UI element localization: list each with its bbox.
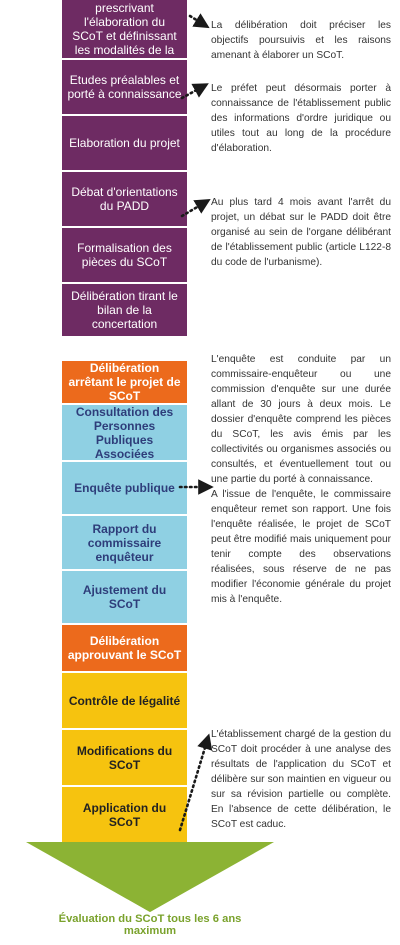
note-debat-padd: Au plus tard 4 mois avant l'arrêt du projet, un débat sur le PADD doit être organisé au sein de l'organe délibérant de l'établissement public (article L122-8 du code de l'urbanisme). <box>211 197 391 268</box>
step-debat-padd: Débat d'orientations du PADD <box>62 172 187 226</box>
step-prescription: prescrivant l'élaboration du SCoT et définissant les modalités de la <box>62 0 187 58</box>
step-arret-projet: Délibération arrêtant le projet de SCoT <box>62 361 187 403</box>
note-deliberation: La délibération doit préciser les objectifs poursuivis et les raisons amenant à élaborer un SCoT. <box>211 20 391 61</box>
step-modifications: Modifications du SCoT <box>62 730 187 785</box>
note-evaluation: L'établissement chargé de la gestion du SCoT doit procéder à une analyse des résultats de l'application du SCoT et délibère sur son maintien en vigueur ou sur sa révision partielle ou complète. En l'absence de cette délibération, le SCoT est caduc. <box>211 729 391 830</box>
step-controle-legalite: Contrôle de légalité <box>62 673 187 728</box>
note-porter-a-connaissance: Le préfet peut désormais porter à connaissance de l'établissement public des informations d'ordre juridique ou utiles tout au long de la procédure d'élaboration. <box>211 83 391 154</box>
step-rapport-commissaire: Rapport du commissaire enquêteur <box>62 516 187 569</box>
step-elaboration-projet: Elaboration du projet <box>62 116 187 170</box>
step-formalisation: Formalisation des pièces du SCoT <box>62 228 187 282</box>
connector-arrow <box>182 87 202 98</box>
connector-arrow <box>182 203 204 216</box>
step-consultation-ppa: Consultation des Personnes Publiques Associées <box>62 405 187 460</box>
step-approbation: Délibération approuvant le SCoT <box>62 625 187 671</box>
note-enquete: L'enquête est conduite par un commissaire-enquêteur ou une commission d'enquête sur une durée allant de 30 jours à deux mois. Le dossier d'enquête comprend les pièces du SCoT, les avis émis par les collectivités ou organismes associés ou consultés, et éventuellement tout ou une partie du porté à connaissance. A l'issue de l'enquête, le commissaire enquêteur remet son rapport. Une fois l'enquête réalisée, le projet de SCoT peut être modifié mais uniquement pour tenir compte des observations réalisées, sous réserve de ne pas modifier l'économie générale du projet mis à l'enquête. <box>211 354 391 605</box>
step-application: Application du SCoT <box>62 787 187 842</box>
step-bilan-concertation: Délibération tirant le bilan de la concertation <box>62 284 187 336</box>
step-ajustement: Ajustement du SCoT <box>62 571 187 623</box>
footer-evaluation: Évaluation du SCoT tous les 6 ans maximum <box>58 913 242 937</box>
step-enquete-publique: Enquête publique <box>62 462 187 514</box>
step-etudes-prealables: Etudes préalables et porté à connaissance <box>62 60 187 114</box>
connector-arrow <box>180 741 207 830</box>
connector-arrow <box>190 16 203 24</box>
